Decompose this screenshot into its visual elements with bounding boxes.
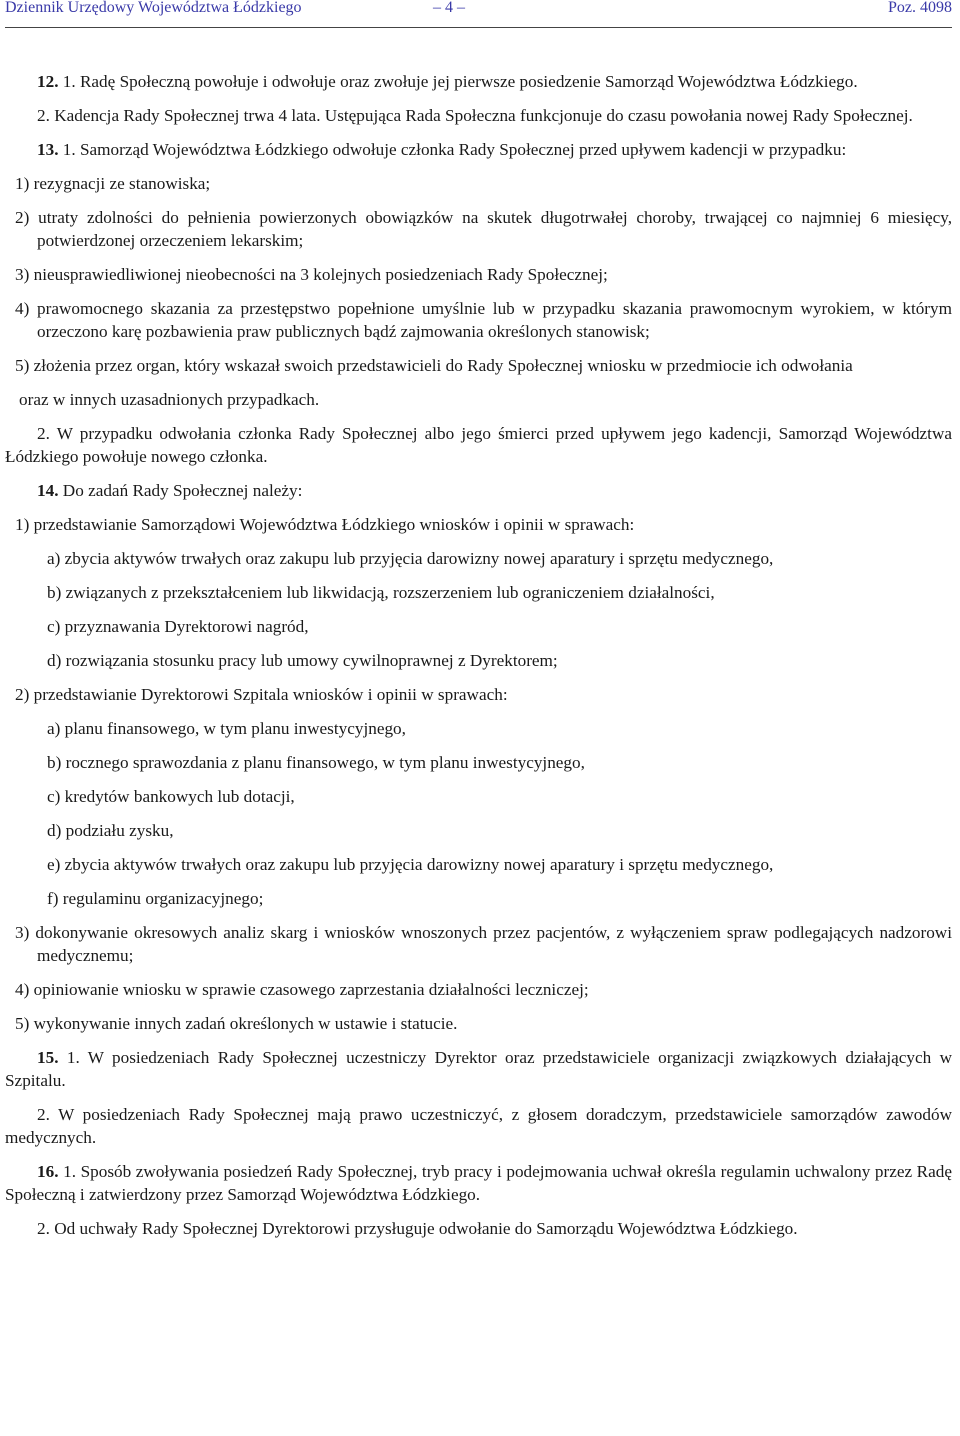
s13-item-2: 2) utraty zdolności do pełnienia powierzonych obowiązków na skutek długotrwałej choroby, trwającej co najmniej 6 miesięcy, potwierdzonej orzeczeniem lekarskim;	[15, 208, 952, 250]
s12-paragraph-2: 2. Kadencja Rady Społecznej trwa 4 lata. Ustępująca Rada Społeczna funkcjonuje do czasu powołania nowej Rady Społecznej.	[37, 106, 913, 125]
s13-paragraph-1	[5, 138, 952, 161]
s13-paragraph-2: 2. W przypadku odwołania członka Rady Społecznej albo jego śmierci przed upływem jego kadencji, Samorząd Województwa Łódzkiego powołuje nowego członka.	[5, 424, 952, 466]
paragraph-text: 1. Radę Społeczną powołuje i odwołuje oraz zwołuje jej pierwsze posiedzenie Samorząd Województwa Łódzkiego.	[62, 72, 858, 91]
s12-paragraph-1	[5, 70, 952, 93]
section-number: 14.	[37, 481, 59, 500]
journal-title: Dziennik Urzędowy Województwa Łódzkiego	[5, 0, 302, 16]
s13-item-1: 1) rezygnacji ze stanowiska;	[15, 174, 211, 193]
paragraph-text: 1. Sposób zwoływania posiedzeń Rady Społecznej, tryb pracy i podejmowania uchwał określa regulamin uchwalony przez Radę Społeczną i zatwierdzony przez Samorząd Województwa Łódzkiego.	[5, 1162, 953, 1204]
s15-paragraph-2: 2. W posiedzeniach Rady Społecznej mają prawo uczestniczyć, z głosem doradczym, przedstawiciele samorządów zawodów medycznych.	[5, 1105, 952, 1147]
s14-item-1c: c) przyznawania Dyrektorowi nagród,	[47, 617, 309, 636]
position-number: Poz. 4098	[888, 0, 952, 16]
section-number: 12.	[37, 72, 59, 91]
s14-item-2e: e) zbycia aktywów trwałych oraz zakupu lub przyjęcia darowizny nowej aparatury i sprzętu medycznego,	[47, 855, 774, 874]
s14-item-2a: a) planu finansowego, w tym planu inwestycyjnego,	[47, 719, 406, 738]
section-number: 13.	[37, 140, 59, 159]
s14-item-2c: c) kredytów bankowych lub dotacji,	[47, 787, 295, 806]
page-header	[5, 0, 952, 28]
s16-paragraph-1	[5, 1160, 952, 1206]
s14-item-2b: b) rocznego sprawozdania z planu finansowego, w tym planu inwestycyjnego,	[47, 753, 585, 772]
paragraph-text: 1. Samorząd Województwa Łódzkiego odwołuje członka Rady Społecznej przed upływem kadencji w przypadku:	[62, 140, 847, 159]
paragraph-text: 1. W posiedzeniach Rady Społecznej uczestniczy Dyrektor oraz przedstawiciele organizacji związkowych działających w Szpitalu.	[5, 1048, 953, 1090]
s14-intro	[5, 479, 952, 502]
s13-item-3: 3) nieusprawiedliwionej nieobecności na 3 kolejnych posiedzeniach Rady Społecznej;	[15, 265, 608, 284]
s14-item-5: 5) wykonywanie innych zadań określonych w ustawie i statucie.	[15, 1014, 458, 1033]
s13-item-5: 5) złożenia przez organ, który wskazał swoich przedstawicieli do Rady Społecznej wniosku w przedmiocie ich odwołania	[15, 356, 853, 375]
section-number: 16.	[37, 1162, 59, 1181]
s14-item-1d: d) rozwiązania stosunku pracy lub umowy cywilnoprawnej z Dyrektorem;	[47, 651, 558, 670]
s14-item-2: 2) przedstawianie Dyrektorowi Szpitala wniosków i opinii w sprawach:	[15, 685, 508, 704]
s13-item-4: 4) prawomocnego skazania za przestępstwo popełnione umyślnie lub w przypadku skazania prawomocnym wyrokiem, w którym orzeczono karę pozbawienia praw publicznych bądź zajmowania określonych stanowisk;	[15, 299, 952, 341]
s14-item-3: 3) dokonywanie okresowych analiz skarg i wniosków wnoszonych przez pacjentów, z wyłączeniem spraw podlegających nadzorowi medycznemu;	[15, 923, 952, 965]
s14-item-2d: d) podziału zysku,	[47, 821, 174, 840]
s14-item-2f: f) regulaminu organizacyjnego;	[47, 889, 264, 908]
s14-item-1a: a) zbycia aktywów trwałych oraz zakupu lub przyjęcia darowizny nowej aparatury i sprzętu medycznego,	[47, 549, 774, 568]
s13-tail: oraz w innych uzasadnionych przypadkach.	[19, 390, 320, 409]
paragraph-text: Do zadań Rady Społecznej należy:	[62, 481, 303, 500]
section-number: 15.	[37, 1048, 59, 1067]
s15-paragraph-1	[5, 1046, 952, 1092]
page-number: – 4 –	[433, 0, 465, 16]
s14-item-4: 4) opiniowanie wniosku w sprawie czasowego zaprzestania działalności leczniczej;	[15, 980, 589, 999]
s16-paragraph-2: 2. Od uchwały Rady Społecznej Dyrektorowi przysługuje odwołanie do Samorządu Województwa Łódzkiego.	[37, 1219, 798, 1238]
s14-item-1b: b) związanych z przekształceniem lub likwidacją, rozszerzeniem lub ograniczeniem działalności,	[47, 583, 715, 602]
s14-item-1: 1) przedstawianie Samorządowi Województwa Łódzkiego wniosków i opinii w sprawach:	[15, 515, 635, 534]
